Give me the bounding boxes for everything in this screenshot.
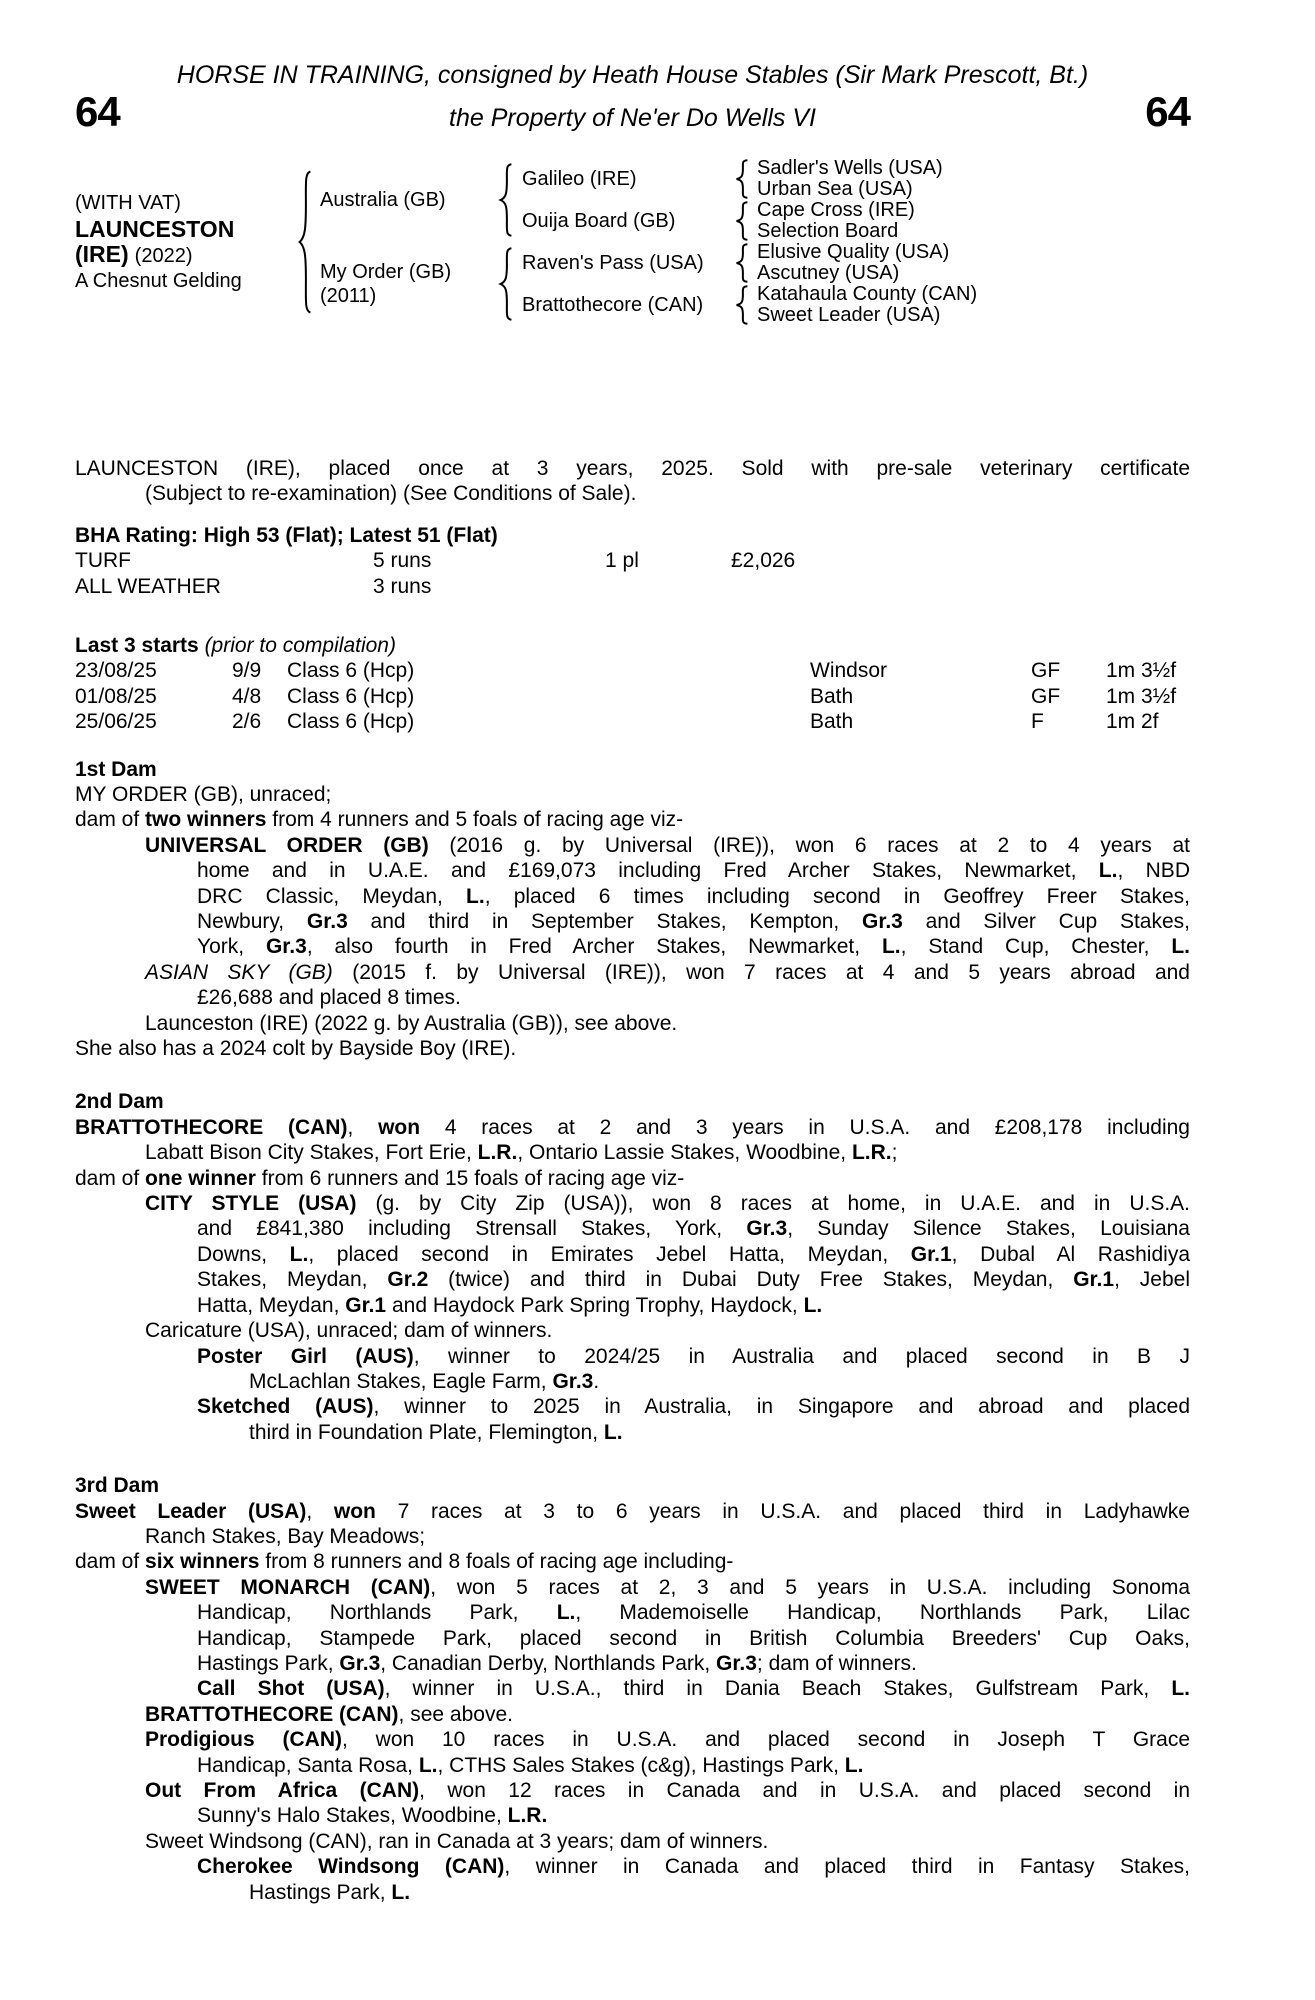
text-line: dam of six winners from 8 runners and 8 foals of racing age including- bbox=[75, 1550, 734, 1574]
record-row-turf bbox=[75, 548, 1190, 573]
text-line: Poster Girl (AUS), winner to 2024/25 in Australia and placed second in B J bbox=[197, 1344, 1190, 1368]
table-cell: 3 runs bbox=[373, 574, 432, 598]
catalogue-text bbox=[75, 456, 1190, 1905]
pedigree-dam-sire-dam: Ascutney (USA) bbox=[757, 262, 900, 284]
table-cell: 2/6 bbox=[232, 710, 262, 734]
start-row bbox=[75, 658, 1190, 683]
text-line: Cherokee Windsong (CAN), winner in Canada and placed third in Fantasy Stakes, bbox=[197, 1855, 1190, 1879]
text-line: Handicap, Santa Rosa, L., CTHS Sales Stakes (c&g), Hastings Park, L. bbox=[197, 1753, 864, 1777]
bha-rating: BHA Rating: High 53 (Flat); Latest 51 (Flat) bbox=[75, 523, 498, 547]
pedigree-dam-dam-sire: Katahaula County (CAN) bbox=[757, 283, 978, 305]
lot-number-left: 64 bbox=[75, 88, 120, 135]
text-line: Sweet Leader (USA), won 7 races at 3 to 6 years in U.S.A. and placed third in Ladyhawke bbox=[75, 1499, 1190, 1523]
sale-note: LAUNCESTON (IRE), placed once at 3 years, 2025. Sold with pre-sale veterinary certificate bbox=[75, 457, 1190, 480]
text-line: Sketched (AUS), winner to 2025 in Australia, in Singapore and abroad and placed bbox=[197, 1395, 1190, 1419]
last-starts-heading: Last 3 starts (prior to compilation) bbox=[75, 634, 396, 657]
text-line: Labatt Bison City Stakes, Fort Erie, L.R., Ontario Lassie Stakes, Woodbine, L.R.; bbox=[145, 1141, 898, 1165]
pedigree-dam-dam: Brattothecore (CAN) bbox=[522, 293, 704, 316]
text-line: dam of two winners from 4 runners and 5 foals of racing age viz- bbox=[75, 808, 684, 832]
text-line: Handicap, Stampede Park, placed second in British Columbia Breeders' Cup Oaks, bbox=[197, 1626, 1190, 1650]
table-cell: 01/08/25 bbox=[75, 684, 157, 708]
text-line: Launceston (IRE) (2022 g. by Australia (GB)), see above. bbox=[145, 1011, 678, 1035]
subject-description: A Chesnut Gelding bbox=[75, 269, 242, 292]
text-line: SWEET MONARCH (CAN), won 5 races at 2, 3 and 5 years in U.S.A. including Sonoma bbox=[145, 1575, 1190, 1599]
text-line: Out From Africa (CAN), won 12 races in Canada and in U.S.A. and placed second in bbox=[145, 1779, 1190, 1803]
text-line: McLachlan Stakes, Eagle Farm, Gr.3. bbox=[249, 1369, 600, 1393]
start-row bbox=[75, 709, 1190, 734]
text-line: BRATTOTHECORE (CAN), see above. bbox=[145, 1702, 513, 1726]
table-cell: Bath bbox=[810, 684, 854, 708]
text-line: CITY STYLE (USA) (g. by City Zip (USA)), won 8 races at home, in U.A.E. and in U.S.A. bbox=[145, 1192, 1191, 1216]
table-cell: ALL WEATHER bbox=[75, 574, 221, 598]
pedigree-sire-sire-sire: Sadler's Wells (USA) bbox=[757, 157, 943, 179]
table-cell: 9/9 bbox=[232, 659, 262, 683]
text-line: DRC Classic, Meydan, L., placed 6 times including second in Geoffrey Freer Stakes, bbox=[197, 884, 1190, 908]
consignor-line: HORSE IN TRAINING, consigned by Heath House Stables (Sir Mark Prescott, Bt.) bbox=[176, 61, 1089, 89]
pedigree-sire-dam-dam: Selection Board bbox=[757, 220, 899, 242]
pedigree-sire-dam-sire: Cape Cross (IRE) bbox=[757, 199, 915, 221]
text-line: and £841,380 including Strensall Stakes, York, Gr.3, Sunday Silence Stakes, Louisiana bbox=[197, 1217, 1190, 1241]
text-line: Hastings Park, Gr.3, Canadian Derby, Northlands Park, Gr.3; dam of winners. bbox=[197, 1651, 917, 1675]
text-line: third in Foundation Plate, Flemington, L. bbox=[249, 1420, 623, 1444]
pedigree-sire: Australia (GB) bbox=[320, 188, 446, 211]
text-line: Hatta, Meydan, Gr.1 and Haydock Park Spring Trophy, Haydock, L. bbox=[197, 1293, 823, 1317]
lot-header bbox=[75, 90, 1190, 134]
text-line: ASIAN SKY (GB) (2015 f. by Universal (IRE)), won 7 races at 4 and 5 years abroad and bbox=[145, 960, 1190, 984]
text-line: Sweet Windsong (CAN), ran in Canada at 3 years; dam of winners. bbox=[145, 1829, 769, 1853]
text-line: Sunny's Halo Stakes, Woodbine, L.R. bbox=[197, 1804, 548, 1828]
start-row bbox=[75, 684, 1190, 709]
table-cell: GF bbox=[1031, 659, 1061, 683]
pedigree-sire-dam: Ouija Board (GB) bbox=[522, 209, 676, 232]
table-cell: GF bbox=[1031, 684, 1061, 708]
table-cell: 1 pl bbox=[605, 549, 639, 573]
pedigree-brace bbox=[727, 284, 757, 326]
pedigree-brace bbox=[727, 242, 757, 284]
text-line: UNIVERSAL ORDER (GB) (2016 g. by Universal (IRE)), won 6 races at 2 to 4 years at bbox=[145, 833, 1190, 857]
text-line: Newbury, Gr.3 and third in September Stakes, Kempton, Gr.3 and Silver Cup Stakes, bbox=[197, 910, 1191, 934]
pedigree-brace bbox=[290, 158, 320, 326]
property-line: the Property of Ne'er Do Wells VI bbox=[449, 104, 816, 132]
pedigree-brace bbox=[727, 200, 757, 242]
text-line: Caricature (USA), unraced; dam of winners. bbox=[145, 1319, 553, 1343]
subject-suffix-year: (IRE) (2022) bbox=[75, 240, 193, 267]
table-cell: Class 6 (Hcp) bbox=[287, 710, 415, 734]
record-row-all-weather bbox=[75, 574, 1190, 599]
text-line: She also has a 2024 colt by Bayside Boy (IRE). bbox=[75, 1037, 517, 1061]
text-line: BRATTOTHECORE (CAN), won 4 races at 2 and 3 years in U.S.A. and £208,178 including bbox=[75, 1115, 1190, 1139]
pedigree-sire-sire: Galileo (IRE) bbox=[522, 167, 637, 190]
subject-name: LAUNCESTON bbox=[75, 215, 235, 242]
text-line: Prodigious (CAN), won 10 races in U.S.A. and placed second in Joseph T Grace bbox=[145, 1728, 1191, 1752]
table-cell: Class 6 (Hcp) bbox=[287, 684, 415, 708]
vat-note: (WITH VAT) bbox=[75, 191, 181, 214]
subject-horse bbox=[75, 158, 290, 326]
text-line: Stakes, Meydan, Gr.2 (twice) and third in Dubai Duty Free Stakes, Meydan, Gr.1, Jebel bbox=[197, 1268, 1191, 1292]
pedigree-brace bbox=[490, 158, 522, 242]
section-heading: 1st Dam bbox=[75, 757, 157, 781]
table-cell: 1m 3½f bbox=[1106, 659, 1177, 683]
pedigree-dam-sire: Raven's Pass (USA) bbox=[522, 251, 704, 274]
table-cell: 25/06/25 bbox=[75, 710, 157, 734]
table-cell: 1m 2f bbox=[1106, 710, 1159, 734]
table-cell: Bath bbox=[810, 710, 854, 734]
text-line: Call Shot (USA), winner in U.S.A., third in Dania Beach Stakes, Gulfstream Park, L. bbox=[197, 1677, 1190, 1701]
text-line: Hastings Park, L. bbox=[249, 1880, 411, 1904]
text-line: MY ORDER (GB), unraced; bbox=[75, 782, 332, 806]
pedigree-brace bbox=[490, 242, 522, 326]
text-line: dam of one winner from 6 runners and 15 foals of racing age viz- bbox=[75, 1166, 685, 1190]
text-line: home and in U.A.E. and £169,073 including Fred Archer Stakes, Newmarket, L., NBD bbox=[197, 859, 1190, 883]
table-cell: 23/08/25 bbox=[75, 659, 157, 683]
pedigree-sire-sire-dam: Urban Sea (USA) bbox=[757, 178, 913, 200]
table-cell: 5 runs bbox=[373, 549, 432, 573]
lot-number-right: 64 bbox=[1145, 88, 1190, 135]
text-line: Downs, L., placed second in Emirates Jebel Hatta, Meydan, Gr.1, Dubal Al Rashidiya bbox=[197, 1242, 1190, 1266]
pedigree-table bbox=[75, 158, 1190, 326]
table-cell: Class 6 (Hcp) bbox=[287, 659, 415, 683]
table-cell: 1m 3½f bbox=[1106, 684, 1177, 708]
text-line: York, Gr.3, also fourth in Fred Archer Stakes, Newmarket, L., Stand Cup, Chester, L. bbox=[197, 935, 1190, 959]
section-heading: 3rd Dam bbox=[75, 1474, 160, 1498]
pedigree-brace bbox=[727, 158, 757, 200]
table-cell: TURF bbox=[75, 549, 131, 573]
table-cell: F bbox=[1031, 710, 1044, 734]
text-line: £26,688 and placed 8 times. bbox=[197, 986, 461, 1010]
pedigree-dam-sire-sire: Elusive Quality (USA) bbox=[757, 241, 950, 263]
text-line: Ranch Stakes, Bay Meadows; bbox=[145, 1524, 426, 1548]
pedigree-dam-dam-dam: Sweet Leader (USA) bbox=[757, 304, 941, 326]
sale-note: (Subject to re-examination) (See Conditions of Sale). bbox=[145, 482, 637, 506]
table-cell: 4/8 bbox=[232, 684, 262, 708]
section-heading: 2nd Dam bbox=[75, 1090, 164, 1114]
text-line: Handicap, Northlands Park, L., Mademoiselle Handicap, Northlands Park, Lilac bbox=[197, 1601, 1190, 1625]
pedigree-dam: My Order (GB) (2011) bbox=[320, 261, 452, 307]
table-cell: £2,026 bbox=[731, 549, 796, 573]
table-cell: Windsor bbox=[810, 659, 888, 683]
